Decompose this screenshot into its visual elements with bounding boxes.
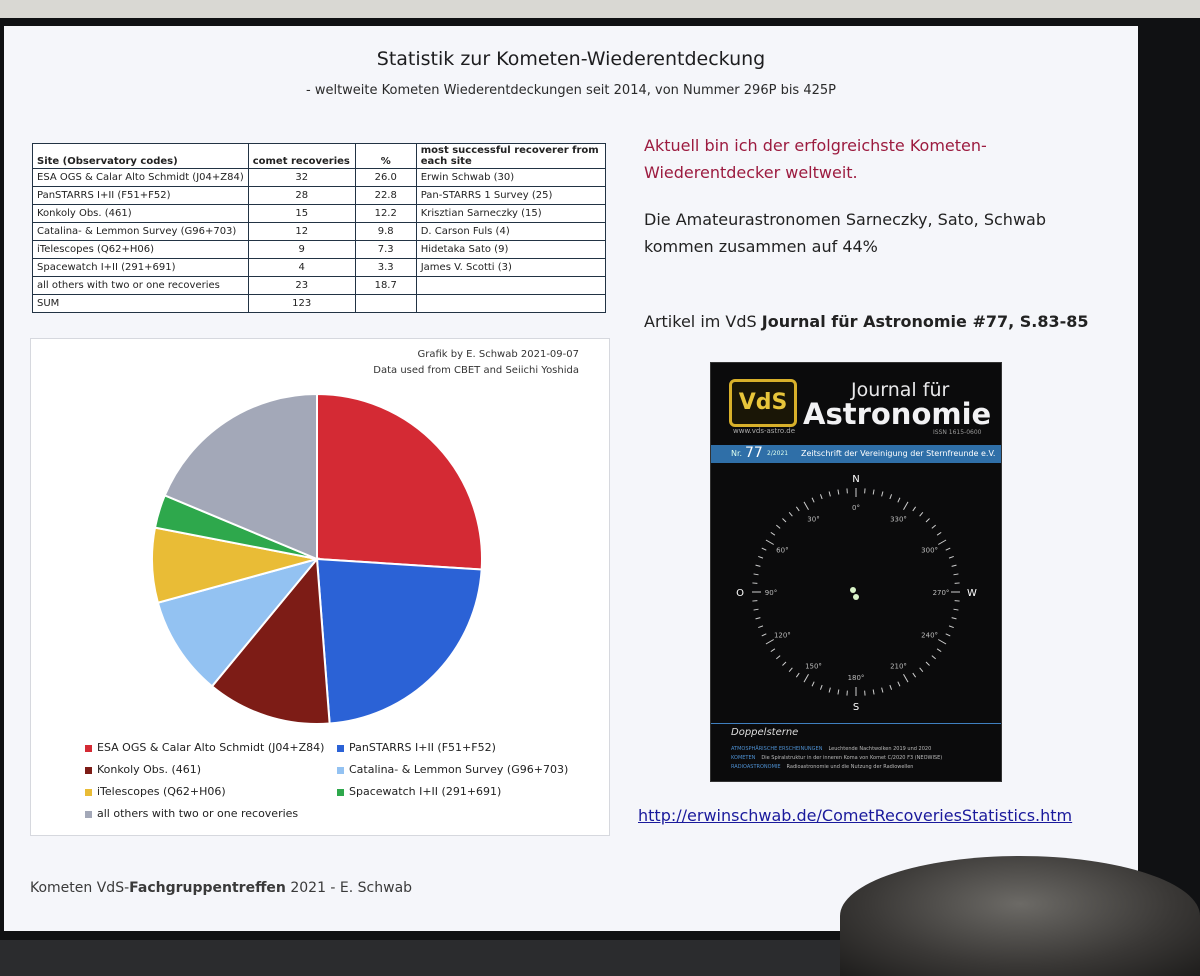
- dial-degree-label: 120°: [774, 632, 791, 640]
- dial-tick: [873, 490, 874, 495]
- dial-tick: [776, 525, 780, 528]
- dial-tick: [937, 649, 941, 652]
- toc-item: [731, 763, 993, 772]
- dial-tick: [904, 674, 909, 682]
- legend-item: [85, 807, 298, 820]
- dial-tick: [890, 494, 892, 499]
- dial-tick: [938, 640, 946, 645]
- dial-tick: [952, 565, 957, 566]
- legend-item: [85, 741, 324, 754]
- dial-tick: [804, 502, 809, 510]
- dial-tick: [812, 682, 814, 687]
- dial-tick: [932, 525, 936, 528]
- cell-top: D. Carson Fuls (4): [416, 223, 605, 241]
- legend-label: iTelescopes (Q62+H06): [97, 785, 226, 798]
- table-row: [33, 241, 606, 259]
- issue-number: 77: [745, 445, 763, 461]
- dial-tick: [937, 532, 941, 535]
- dial-tick: [771, 532, 775, 535]
- legend-item: [337, 785, 501, 798]
- table-row: [33, 259, 606, 277]
- legend-swatch: [85, 767, 92, 774]
- table-row: [33, 295, 606, 313]
- header-top: most successful recoverer from each site: [416, 144, 605, 169]
- dial-tick: [804, 674, 809, 682]
- cover-issue-bar: [711, 445, 1001, 463]
- toc-item: [731, 745, 993, 754]
- cell-pct: 22.8: [355, 187, 416, 205]
- legend-swatch: [337, 789, 344, 796]
- cover-title-1: Journal für: [851, 379, 949, 401]
- legend-item: [85, 763, 201, 776]
- cell-count: 123: [248, 295, 355, 313]
- table-row: [33, 205, 606, 223]
- dial-tick: [920, 668, 923, 672]
- cell-site: SUM: [33, 295, 249, 313]
- cell-pct: 7.3: [355, 241, 416, 259]
- dial-tick: [938, 540, 946, 545]
- dial-degree-label: 210°: [890, 663, 907, 671]
- header-pct: %: [355, 144, 416, 169]
- dial-degree-label: 270°: [933, 589, 950, 597]
- dial-degree-label: 60°: [776, 547, 788, 555]
- pie-slice: [317, 559, 482, 724]
- slide-footer: [30, 880, 412, 896]
- article-prefix: Artikel im VdS: [644, 312, 762, 331]
- legend-label: Spacewatch I+II (291+691): [349, 785, 501, 798]
- claim-text: Aktuell bin ich der erfolgreichste Kometen-Wiederentdecker weltweit.: [644, 132, 1064, 186]
- legend-label: ESA OGS & Calar Alto Schmidt (J04+Z84): [97, 741, 324, 754]
- recoveries-table: [32, 143, 606, 313]
- cell-top: Hidetaka Sato (9): [416, 241, 605, 259]
- table-row: [33, 169, 606, 187]
- legend-swatch: [337, 767, 344, 774]
- cell-top: [416, 295, 605, 313]
- dial-degree-label: 180°: [848, 674, 865, 682]
- dial-degree-label: 330°: [890, 515, 907, 523]
- slide-title: Statistik zur Kometen-Wiederentdeckung: [4, 48, 1138, 70]
- legend-item: [337, 741, 496, 754]
- dial-cardinal-s: S: [853, 702, 859, 713]
- table-body: [33, 169, 606, 313]
- dial-tick: [766, 640, 774, 645]
- legend-swatch: [85, 789, 92, 796]
- cell-site: all others with two or one recoveries: [33, 277, 249, 295]
- cell-count: 23: [248, 277, 355, 295]
- dial-tick: [758, 626, 763, 628]
- dial-tick: [782, 662, 786, 666]
- toc-heading: KOMETEN: [731, 755, 755, 761]
- toc-item: [731, 754, 993, 763]
- issue-nr-label: Nr.: [731, 449, 742, 458]
- dial-degree-label: 0°: [852, 504, 860, 512]
- cover-site: www.vds-astro.de: [733, 427, 795, 435]
- dial-tick: [754, 574, 759, 575]
- cell-site: iTelescopes (Q62+H06): [33, 241, 249, 259]
- article-reference: [644, 308, 1104, 335]
- cell-top: James V. Scotti (3): [416, 259, 605, 277]
- combined-share-text: Die Amateurastronomen Sarneczky, Sato, Schwab kommen zusammen auf 44%: [644, 206, 1084, 260]
- table-row: [33, 223, 606, 241]
- dial-tick: [829, 688, 830, 693]
- cell-count: 28: [248, 187, 355, 205]
- cover-section: Doppelsterne: [731, 727, 798, 738]
- legend-swatch: [337, 745, 344, 752]
- dial-tick: [932, 656, 936, 659]
- toc-text: Radioastronomie und die Nutzung der Radiowellen: [787, 764, 914, 770]
- compass-dial: [731, 467, 981, 717]
- footer-part-2: Fachgruppentreffen: [129, 880, 286, 896]
- dial-tick: [913, 507, 916, 511]
- cell-site: Konkoly Obs. (461): [33, 205, 249, 223]
- pie-slice: [317, 394, 482, 570]
- footer-part-1: Kometen VdS-: [30, 880, 129, 896]
- article-title: Journal für Astronomie #77, S.83-85: [762, 312, 1089, 331]
- dial-tick: [776, 656, 780, 659]
- dial-tick: [953, 609, 958, 610]
- dial-tick: [926, 662, 930, 666]
- dial-tick: [949, 626, 954, 628]
- dial-tick: [829, 492, 830, 497]
- pie-chart: [139, 381, 495, 737]
- dial-tick: [820, 494, 822, 499]
- cell-count: 4: [248, 259, 355, 277]
- dial-degree-label: 30°: [807, 515, 819, 523]
- issue-date: 2/2021: [767, 450, 788, 457]
- dial-tick: [756, 618, 761, 619]
- cover-tagline: Zeitschrift der Vereinigung der Sternfreunde e.V.: [801, 449, 995, 458]
- dial-tick: [882, 492, 883, 497]
- dial-tick: [952, 618, 957, 619]
- cover-issn: ISSN 1615-0600: [933, 429, 982, 436]
- legend-item: [85, 785, 226, 798]
- cell-site: PanSTARRS I+II (F51+F52): [33, 187, 249, 205]
- table-row: [33, 277, 606, 295]
- dial-tick: [762, 634, 767, 636]
- dial-tick: [898, 682, 900, 687]
- dial-tick: [820, 685, 822, 690]
- cell-count: 12: [248, 223, 355, 241]
- dial-tick: [758, 556, 763, 558]
- chart-credit-1: Grafik by E. Schwab 2021-09-07: [31, 349, 579, 360]
- dial-tick: [920, 512, 923, 516]
- dial-cardinal-w: O: [736, 588, 744, 599]
- vds-logo: VdS: [729, 379, 797, 427]
- dial-tick: [890, 685, 892, 690]
- dial-tick: [762, 548, 767, 550]
- cell-pct: 3.3: [355, 259, 416, 277]
- legend-label: all others with two or one recoveries: [97, 807, 298, 820]
- cell-count: 15: [248, 205, 355, 223]
- dial-cardinal-e: W: [967, 588, 977, 599]
- cell-pct: 12.2: [355, 205, 416, 223]
- pie-chart-panel: [30, 338, 610, 836]
- cover-divider: [711, 723, 1001, 724]
- cell-count: 9: [248, 241, 355, 259]
- dial-cardinal-n: N: [852, 474, 859, 485]
- cell-site: Catalina- & Lemmon Survey (G96+703): [33, 223, 249, 241]
- legend-label: Catalina- & Lemmon Survey (G96+703): [349, 763, 568, 776]
- audience-head: [840, 856, 1200, 976]
- cell-count: 32: [248, 169, 355, 187]
- dial-tick: [926, 518, 930, 522]
- dial-tick: [898, 498, 900, 503]
- toc-text: Die Spiralstruktur in der inneren Koma von Komet C/2020 F3 (NEOWISE): [761, 755, 942, 761]
- cell-top: Erwin Schwab (30): [416, 169, 605, 187]
- toc-heading: ATMOSPHÄRISCHE ERSCHEINUNGEN: [731, 746, 822, 752]
- header-site: Site (Observatory codes): [33, 144, 249, 169]
- header-count: comet recoveries: [248, 144, 355, 169]
- legend-item: [337, 763, 568, 776]
- dial-tick: [789, 668, 792, 672]
- legend-label: Konkoly Obs. (461): [97, 763, 201, 776]
- dial-degree-label: 150°: [805, 663, 822, 671]
- journal-cover: [710, 362, 1002, 782]
- cover-toc: [731, 745, 993, 772]
- dial-tick: [812, 498, 814, 503]
- legend-label: PanSTARRS I+II (F51+F52): [349, 741, 496, 754]
- cell-pct: 9.8: [355, 223, 416, 241]
- dial-tick: [949, 556, 954, 558]
- cover-title-2: Astronomie: [803, 397, 991, 431]
- table-header-row: [33, 144, 606, 169]
- toc-heading: RADIOASTRONOMIE: [731, 764, 781, 770]
- dial-tick: [796, 507, 799, 511]
- cell-top: [416, 277, 605, 295]
- dial-degree-label: 240°: [921, 632, 938, 640]
- dial-tick: [913, 673, 916, 677]
- dial-tick: [782, 518, 786, 522]
- dial-degree-label: 300°: [921, 547, 938, 555]
- dial-tick: [882, 688, 883, 693]
- dial-tick: [756, 565, 761, 566]
- cell-top: Pan-STARRS 1 Survey (25): [416, 187, 605, 205]
- cell-pct: 18.7: [355, 277, 416, 295]
- dial-tick: [838, 490, 839, 495]
- dial-tick: [953, 574, 958, 575]
- cell-site: Spacewatch I+II (291+691): [33, 259, 249, 277]
- dial-tick: [766, 540, 774, 545]
- table-row: [33, 187, 606, 205]
- dial-tick: [789, 512, 792, 516]
- dial-tick: [904, 502, 909, 510]
- chart-credit-2: Data used from CBET and Seiichi Yoshida: [31, 365, 579, 376]
- dial-tick: [754, 609, 759, 610]
- cell-pct: [355, 295, 416, 313]
- slide-screen: [4, 26, 1138, 931]
- dial-tick: [946, 548, 951, 550]
- dial-tick: [946, 634, 951, 636]
- cell-site: ESA OGS & Calar Alto Schmidt (J04+Z84): [33, 169, 249, 187]
- dial-tick: [873, 689, 874, 694]
- cell-pct: 26.0: [355, 169, 416, 187]
- legend-swatch: [85, 745, 92, 752]
- dial-tick: [771, 649, 775, 652]
- legend-swatch: [85, 811, 92, 818]
- toc-text: Leuchtende Nachtwolken 2019 und 2020: [828, 746, 931, 752]
- statistics-link[interactable]: http://erwinschwab.de/CometRecoveriesStatistics.htm: [638, 806, 1072, 825]
- slide-subtitle: - weltweite Kometen Wiederentdeckungen seit 2014, von Nummer 296P bis 425P: [4, 83, 1138, 98]
- dial-tick: [796, 673, 799, 677]
- footer-part-3: 2021 - E. Schwab: [286, 880, 412, 896]
- dial-degree-label: 90°: [765, 589, 777, 597]
- double-star-dot: [850, 587, 856, 593]
- dial-tick: [838, 689, 839, 694]
- cell-top: Krisztian Sarneczky (15): [416, 205, 605, 223]
- double-star-dot: [853, 594, 859, 600]
